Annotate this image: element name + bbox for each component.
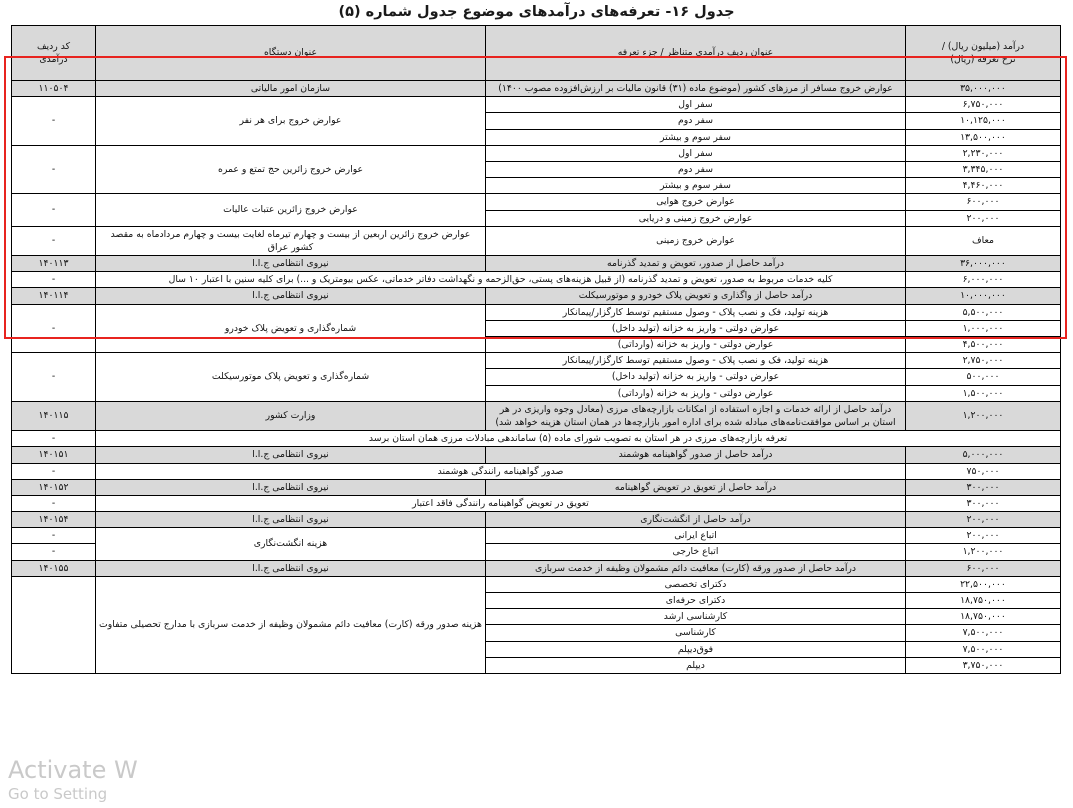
cell-code: -: [12, 544, 96, 560]
cell-organization: نیروی انتظامی ج.ا.ا: [96, 256, 486, 272]
table-row: [12, 97, 1061, 113]
table-row: [12, 495, 1061, 511]
table-row: [12, 194, 1061, 210]
cell-organization: شماره‌گذاری و تعویض پلاک خودرو: [96, 304, 486, 353]
cell-amount: ۴,۴۶۰,۰۰۰: [906, 178, 1061, 194]
cell-item-title: عوارض دولتی - واریز به خزانه (وارداتی): [486, 337, 906, 353]
cell-amount: ۳۰۰,۰۰۰: [906, 479, 1061, 495]
cell-code: ۱۱۰۵۰۴: [12, 81, 96, 97]
cell-amount: ۳۰۰,۰۰۰: [906, 495, 1061, 511]
cell-code: -: [12, 226, 96, 255]
cell-item-title: عوارض خروج زمینی و دریایی: [486, 210, 906, 226]
cell-organization: نیروی انتظامی ج.ا.ا: [96, 288, 486, 304]
cell-item-title: سفر اول: [486, 145, 906, 161]
watermark-line-1: Activate W: [8, 755, 138, 784]
cell-amount: ۲۲,۵۰۰,۰۰۰: [906, 576, 1061, 592]
tariff-table: [11, 25, 1061, 674]
cell-amount: ۴,۵۰۰,۰۰۰: [906, 337, 1061, 353]
cell-amount: ۷۵۰,۰۰۰: [906, 463, 1061, 479]
table-container: [0, 25, 1073, 674]
cell-item-title: فوق‌دیپلم: [486, 641, 906, 657]
cell-amount: ۱,۰۰۰,۰۰۰: [906, 320, 1061, 336]
cell-amount: ۵,۰۰۰,۰۰۰: [906, 447, 1061, 463]
cell-item-title: عوارض دولتی - واریز به خزانه (تولید داخل): [486, 369, 906, 385]
table-row: [12, 512, 1061, 528]
cell-amount: ۷,۵۰۰,۰۰۰: [906, 641, 1061, 657]
cell-amount: ۱۸,۷۵۰,۰۰۰: [906, 593, 1061, 609]
cell-amount: ۳۵,۰۰۰,۰۰۰: [906, 81, 1061, 97]
table-header: [12, 26, 1061, 81]
cell-amount: ۲۰۰,۰۰۰: [906, 210, 1061, 226]
cell-item-title: کارشناسی: [486, 625, 906, 641]
cell-amount: ۱۰,۰۰۰,۰۰۰: [906, 288, 1061, 304]
table-row: [12, 447, 1061, 463]
cell-code: ۱۴۰۱۵۵: [12, 560, 96, 576]
page-title: جدول ۱۶- تعرفه‌های درآمدهای موضوع جدول شماره (۵): [338, 4, 735, 20]
cell-amount: ۲,۲۳۰,۰۰۰: [906, 145, 1061, 161]
table-row: [12, 431, 1061, 447]
cell-code: -: [12, 194, 96, 226]
cell-item-title: درآمد حاصل از صدور ورقه (کارت) معافیت دائم مشمولان وظیفه از خدمت سربازی: [486, 560, 906, 576]
cell-code: -: [12, 97, 96, 146]
table-row: [12, 81, 1061, 97]
cell-code: -: [12, 353, 96, 402]
cell-item-title: درآمد حاصل از ارائه خدمات و اجازه استفاده از امکانات بازارچه‌های مرزی (معادل وجوه واریزی در هر استان بر اساس موافقت‌نامه‌های مبادله شده برای اداره امور بازارچه‌ها در همان استان هزینه خواهد شد): [486, 401, 906, 430]
cell-amount: ۱,۲۰۰,۰۰۰: [906, 544, 1061, 560]
cell-wide-description: کلیه خدمات مربوط به صدور، تعویض و تمدید گذرنامه (از قبیل هزینه‌های پستی، حق‌الزحمه و نگهداشت دفاتر خدماتی، عکس بیومتریک و ...) برای کلیه سنین با اعتبار ۱۰ سال: [96, 272, 906, 288]
cell-amount: ۲۰۰,۰۰۰: [906, 512, 1061, 528]
cell-item-title: دیپلم: [486, 657, 906, 673]
cell-amount: معاف: [906, 226, 1061, 255]
cell-organization: سازمان امور مالیاتی: [96, 81, 486, 97]
cell-item-title: هزینه تولید، فک و نصب پلاک - وصول مستقیم توسط کارگزار/پیمانکار: [486, 353, 906, 369]
cell-item-title: هزینه تولید، فک و نصب پلاک - وصول مستقیم توسط کارگزار/پیمانکار: [486, 304, 906, 320]
cell-organization: عوارض خروج زائرین حج تمتع و عمره: [96, 145, 486, 194]
column-header-amount-line1: درآمد (میلیون ریال) /: [941, 40, 1025, 52]
cell-item-title: سفر دوم: [486, 113, 906, 129]
cell-item-title: عوارض خروج زمینی: [486, 226, 906, 255]
cell-organization: هزینه صدور ورقه (کارت) معافیت دائم مشمولان وظیفه از خدمت سربازی با مدارج تحصیلی متفاوت: [96, 576, 486, 673]
cell-amount: ۱۰,۱۲۵,۰۰۰: [906, 113, 1061, 129]
cell-amount: ۷,۵۰۰,۰۰۰: [906, 625, 1061, 641]
cell-amount: ۱۳,۵۰۰,۰۰۰: [906, 129, 1061, 145]
table-row: [12, 463, 1061, 479]
cell-code: -: [12, 528, 96, 544]
table-row: [12, 560, 1061, 576]
cell-amount: ۶,۰۰۰,۰۰۰: [906, 272, 1061, 288]
cell-item-title: سفر سوم و بیشتر: [486, 129, 906, 145]
watermark-line-2: Go to Setting: [8, 784, 108, 803]
table-row: [12, 576, 1061, 592]
cell-item-title: درآمد حاصل از انگشت‌نگاری: [486, 512, 906, 528]
table-row: [12, 288, 1061, 304]
cell-item-title: درآمد حاصل از صدور گواهینامه هوشمند: [486, 447, 906, 463]
table-row: [12, 401, 1061, 430]
cell-code: -: [12, 431, 96, 447]
cell-item-title: دکترای حرفه‌ای: [486, 593, 906, 609]
cell-amount: ۳,۷۵۰,۰۰۰: [906, 657, 1061, 673]
cell-item-title: عوارض دولتی - واریز به خزانه (تولید داخل): [486, 320, 906, 336]
column-header-amount-line2: نرخ تعرفه (ریال): [950, 54, 1016, 65]
cell-amount: ۵,۵۰۰,۰۰۰: [906, 304, 1061, 320]
cell-item-title: درآمد حاصل از صدور، تعویض و تمدید گذرنامه: [486, 256, 906, 272]
cell-amount: ۶,۷۵۰,۰۰۰: [906, 97, 1061, 113]
cell-wide-description: تعرفه بازارچه‌های مرزی در هر استان به تصویب شورای ماده (۵) ساماندهی مبادلات مرزی همان استان برسد: [96, 431, 1061, 447]
cell-wide-description: تعویق در تعویض گواهینامه رانندگی فاقد اعتبار: [96, 495, 906, 511]
column-header-code-line2: درآمدی: [39, 54, 68, 65]
table-row: [12, 479, 1061, 495]
cell-item-title: اتباع خارجی: [486, 544, 906, 560]
cell-code: -: [12, 495, 96, 511]
cell-code: -: [12, 272, 96, 288]
cell-item-title: درآمد حاصل از تعویق در تعویض گواهینامه: [486, 479, 906, 495]
column-header-code-line1: کد ردیف: [36, 40, 71, 52]
cell-code: [12, 576, 96, 673]
windows-activation-watermark: [8, 757, 268, 804]
cell-organization: نیروی انتظامی ج.ا.ا: [96, 512, 486, 528]
table-row: [12, 272, 1061, 288]
cell-organization: عوارض خروج زائرین اربعین از بیست و چهارم تیرماه لغایت بیست و چهارم مردادماه به مقصد کشور عراق: [96, 226, 486, 255]
table-row: [12, 226, 1061, 255]
cell-amount: ۳,۳۴۵,۰۰۰: [906, 161, 1061, 177]
cell-amount: ۶۰۰,۰۰۰: [906, 560, 1061, 576]
table-row: [12, 145, 1061, 161]
cell-item-title: عوارض خروج هوایی: [486, 194, 906, 210]
cell-code: ۱۴۰۱۵۴: [12, 512, 96, 528]
cell-item-title: سفر دوم: [486, 161, 906, 177]
cell-amount: ۱۸,۷۵۰,۰۰۰: [906, 609, 1061, 625]
cell-organization: عوارض خروج برای هر نفر: [96, 97, 486, 146]
column-header-code: [12, 26, 96, 81]
cell-organization: عوارض خروج زائرین عتبات عالیات: [96, 194, 486, 226]
cell-item-title: اتباع ایرانی: [486, 528, 906, 544]
cell-organization: نیروی انتظامی ج.ا.ا: [96, 560, 486, 576]
cell-item-title: عوارض خروج مسافر از مرزهای کشور (موضوع ماده (۳۱) قانون مالیات بر ارزش‌افزوده مصوب ۱۴۰۰): [486, 81, 906, 97]
cell-amount: ۱,۵۰۰,۰۰۰: [906, 385, 1061, 401]
cell-item-title: سفر سوم و بیشتر: [486, 178, 906, 194]
cell-code: ۱۴۰۱۱۵: [12, 401, 96, 430]
cell-code: ۱۴۰۱۵۲: [12, 479, 96, 495]
column-header-amount: [906, 26, 1061, 81]
column-header-item: عنوان ردیف درآمدی متناظر / جزء تعرفه: [486, 26, 906, 81]
cell-wide-description: صدور گواهینامه رانندگی هوشمند: [96, 463, 906, 479]
cell-code: ۱۴۰۱۱۳: [12, 256, 96, 272]
cell-amount: ۱,۲۰۰,۰۰۰: [906, 401, 1061, 430]
cell-code: -: [12, 145, 96, 194]
cell-amount: ۶۰۰,۰۰۰: [906, 194, 1061, 210]
cell-amount: ۲۰۰,۰۰۰: [906, 528, 1061, 544]
cell-amount: ۳۶,۰۰۰,۰۰۰: [906, 256, 1061, 272]
cell-item-title: کارشناسی ارشد: [486, 609, 906, 625]
cell-code: ۱۴۰۱۵۱: [12, 447, 96, 463]
cell-item-title: سفر اول: [486, 97, 906, 113]
table-row: [12, 256, 1061, 272]
cell-code: -: [12, 463, 96, 479]
cell-organization: هزینه انگشت‌نگاری: [96, 528, 486, 560]
table-body: [12, 81, 1061, 674]
table-row: [12, 304, 1061, 320]
cell-item-title: درآمد حاصل از واگذاری و تعویض پلاک خودرو و موتورسیکلت: [486, 288, 906, 304]
cell-organization: وزارت کشور: [96, 401, 486, 430]
cell-organization: نیروی انتظامی ج.ا.ا: [96, 447, 486, 463]
cell-organization: نیروی انتظامی ج.ا.ا: [96, 479, 486, 495]
table-row: [12, 528, 1061, 544]
cell-amount: ۲,۷۵۰,۰۰۰: [906, 353, 1061, 369]
cell-code: ۱۴۰۱۱۴: [12, 288, 96, 304]
cell-amount: ۵۰۰,۰۰۰: [906, 369, 1061, 385]
cell-organization: شماره‌گذاری و تعویض پلاک موتورسیکلت: [96, 353, 486, 402]
table-row: [12, 353, 1061, 369]
header-row: [12, 26, 1061, 81]
cell-item-title: عوارض دولتی - واریز به خزانه (وارداتی): [486, 385, 906, 401]
cell-item-title: دکترای تخصصی: [486, 576, 906, 592]
cell-code: -: [12, 304, 96, 353]
column-header-org: عنوان دستگاه: [96, 26, 486, 81]
